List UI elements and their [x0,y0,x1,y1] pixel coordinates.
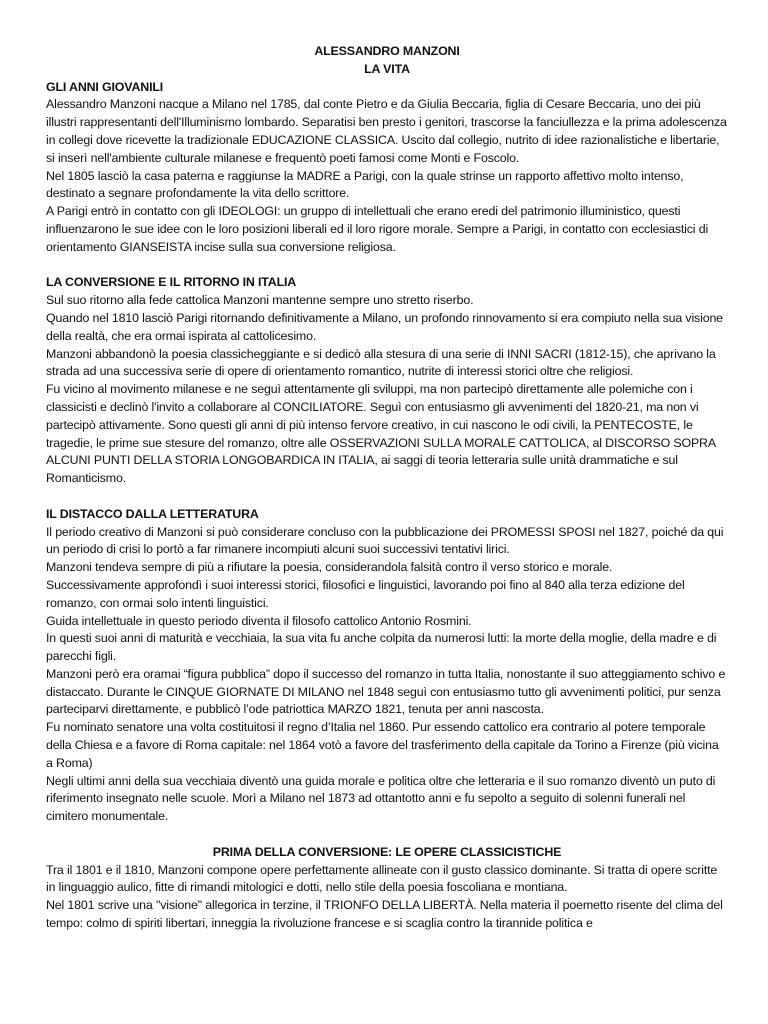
section-heading-centered: PRIMA DELLA CONVERSIONE: LE OPERE CLASSICISTICHE [212,844,562,859]
paragraph: Manzoni tendeva sempre di più a rifiutare la poesia, considerandola falsità contro il verso storico e morale. [46,560,613,575]
paragraph: Guida intellettuale in questo periodo diventa il filosofo cattolico Antonio Rosmini. [46,613,472,628]
section-anni-giovanili [46,79,728,257]
section-heading: IL DISTACCO DALLA LETTERATURA [46,506,259,521]
document-title: ALESSANDRO MANZONI [314,44,460,58]
spacer [46,826,728,844]
paragraph: Manzoni abbandonò la poesia classicheggiante e si dedicò alla stesura di una serie di INNI SACRI (1812-15), che aprivano la strada ad una successiva serie di opere di orientamento romantico, nutrite di interessi storici oltre che religiosi. [46,346,716,379]
paragraph: Successivamente approfondì i suoi interessi storici, filosofici e linguistici, lavorando poi fino al 840 alla terza edizione del romanzo, con ormai solo intenti linguistici. [46,577,685,610]
section-heading: GLI ANNI GIOVANILI [46,79,164,94]
paragraph: Alessandro Manzoni nacque a Milano nel 1785, dal conte Pietro e da Giulia Beccaria, figlia di Cesare Beccaria, uno dei più illustri rappresentanti dell'Illuminismo lombardo. Separatisi ben presto i genitori, trascorse la fanciullezza e la prima adolescenza in collegi dove ricevette la tradizionale EDUCAZIONE CLASSICA. Uscito dal collegio, nutrito di idee razionalistiche e libertarie, si inserì nell'ambiente culturale milanese e frequentò poeti famosi come Monti e Foscolo. [46,97,727,165]
section-distacco [46,506,728,826]
document-subtitle: LA VITA [364,61,410,76]
paragraph: Quando nel 1810 lasciò Parigi ritornando definitivamente a Milano, un profondo rinnovamento si era compiuto nella sua visione della realtà, che era ormai ispirata al cattolicesimo. [46,310,723,343]
section-heading: LA CONVERSIONE E IL RITORNO IN ITALIA [46,275,297,290]
section-conversione [46,274,728,488]
paragraph: Manzoni però era oramai “figura pubblica” dopo il successo del romanzo in tutta Italia, nonostante il suo atteggiamento schivo e distaccato. Durante le CINQUE GIORNATE DI MILANO nel 1848 seguì con entusiasmo tutto gli avvenimenti politici, pur senza parteciparvi direttamente, e pubblicò l’ode patriottica MARZO 1821, tenuta per anni nascosta. [46,666,726,717]
paragraph: Fu vicino al movimento milanese e ne seguì attentamente gli sviluppi, ma non partecipò direttamente alle polemiche con i classicisti e declinò l'invito a collaborare al CONCILIATORE. Seguì con entusiasmo gli avvenimenti del 1820-21, ma non vi partecipò attivamente. Sono questi gli anni di più intenso fervore creativo, in cui nascono le odi civili, la PENTECOSTE, le tragedie, le prime sue stesure del romanzo, oltre alle OSSERVAZIONI SULLA MORALE CATTOLICA, al DISCORSO SOPRA ALCUNI PUNTI DELLA STORIA LONGOBARDICA IN ITALIA, ai saggi di teoria letteraria sulle unità drammatiche e sul Romanticismo. [46,382,716,486]
spacer [46,488,728,506]
paragraph: Sul suo ritorno alla fede cattolica Manzoni mantenne sempre uno stretto riserbo. [46,293,474,308]
paragraph: Nel 1805 lasciò la casa paterna e raggiunse la MADRE a Parigi, con la quale strinse un rapporto affettivo molto intenso, destinato a segnare profondamente la vita dello scrittore. [46,168,684,201]
paragraph: Nel 1801 scrive una "visione" allegorica in terzine, il TRIONFO DELLA LIBERTÀ. Nella materia il poemetto risente del clima del tempo: colmo di spiriti libertari, inneggia la rivoluzione francese e si scaglia contro la tirannide politica e [46,898,723,931]
spacer [46,257,728,275]
section-opere-classicistiche [46,844,728,933]
paragraph: A Parigi entrò in contatto con gli IDEOLOGI: un gruppo di intellettuali che erano eredi del patrimonio illuministico, questi influenzarono le sue idee con le loro posizioni liberali ed il loro rigore morale. Sempre a Parigi, in contatto con ecclesiastici di orientamento GIANSEISTA incise sulla sua conversione religiosa. [46,204,709,254]
paragraph: In questi suoi anni di maturità e vecchiaia, la sua vita fu anche colpita da numerosi lutti: la morte della moglie, della madre e di parecchi figli. [46,631,717,664]
paragraph: Fu nominato senatore una volta costituitosi il regno d’Italia nel 1860. Pur essendo cattolico era contrario al potere temporale della Chiesa e a favore di Roma capitale: nel 1864 votò a favore del trasferimento della capitale da Torino a Firenze (più vicina a Roma) [46,720,719,770]
paragraph: Il periodo creativo di Manzoni si può considerare concluso con la pubblicazione dei PROMESSI SPOSI nel 1827, poiché da qui un periodo di crisi lo portò a far rimanere incompiuti alcuni suoi successivi tentativi lirici. [46,524,724,557]
paragraph: Negli ultimi anni della sua vecchiaia diventò una guida morale e politica oltre che letteraria e il suo romanzo diventò un puto di riferimento insegnato nelle scuole. Morì a Milano nel 1873 ad ottantotto anni e fu sepolto a seguito di solenni funerali nel cimitero monumentale. [46,773,716,824]
paragraph: Tra il 1801 e il 1810, Manzoni compone opere perfettamente allineate con il gusto classico dominante. Si tratta di opere scritte in linguaggio aulico, fitte di rimandi mitologici e dotti, nello stile della poesia foscoliana e montiana. [46,862,718,895]
